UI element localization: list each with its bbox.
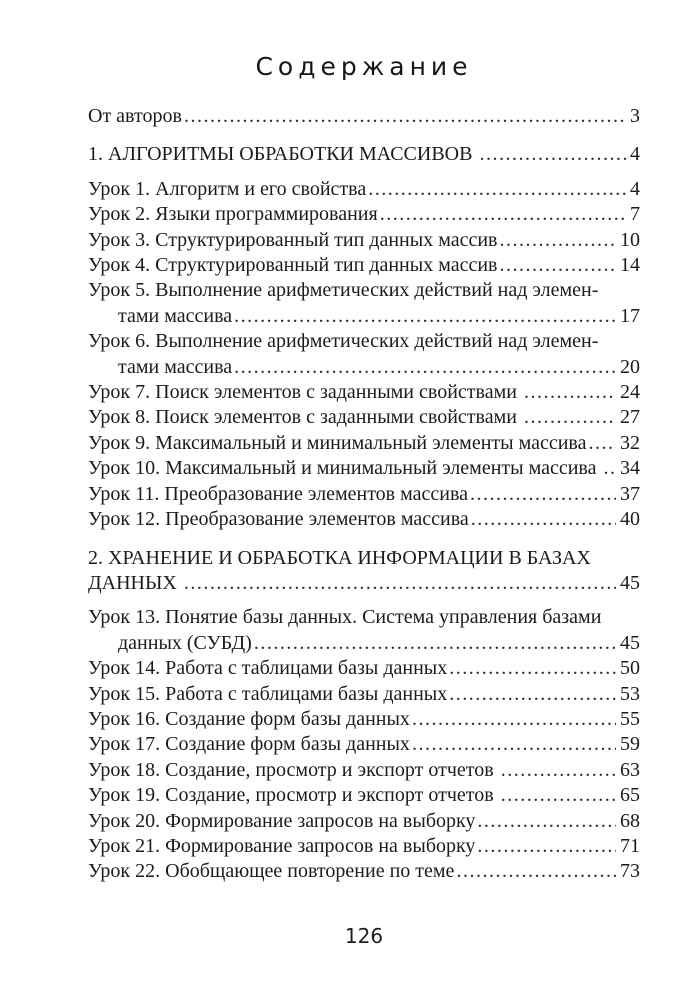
toc-page-number: 55: [620, 707, 640, 730]
toc-entry: [88, 834, 640, 859]
dot-leader: [368, 177, 626, 202]
toc-entry-line: [88, 482, 640, 507]
toc-entry-line: [88, 304, 640, 329]
toc-entry-line: [88, 732, 640, 757]
page-title: Содержание: [255, 52, 473, 81]
dot-leader: [184, 571, 616, 596]
toc-entry-text: Урок 17. Создание форм базы данных: [88, 733, 410, 756]
toc-entry-line: [88, 228, 640, 253]
toc-entry-text: Урок 11. Преобразование элементов массива: [88, 482, 469, 505]
toc-entry-text: Урок 9. Максимальный и минимальный элементы массива: [88, 431, 587, 454]
toc-entry: [88, 228, 640, 253]
toc-entry-line: [88, 631, 640, 656]
toc-page-number: 45: [620, 571, 640, 594]
toc-entry-line: [88, 707, 640, 732]
toc-page-number: 45: [620, 631, 640, 654]
toc-content: [88, 0, 640, 885]
toc-entry: [88, 278, 640, 329]
toc-entry-text: Урок 2. Языки программирования: [88, 203, 378, 226]
toc-entry: [88, 859, 640, 884]
dot-leader: [500, 253, 617, 278]
dot-leader: [254, 631, 616, 656]
dot-leader: [456, 859, 616, 884]
toc-entry-line: [88, 834, 640, 859]
toc-entry-text: Урок 16. Создание форм базы данных: [88, 707, 410, 730]
toc-page-number: 7: [630, 203, 640, 226]
toc-entry: [88, 682, 640, 707]
toc-entry-line: [88, 355, 640, 380]
toc-entry-text: Урок 15. Работа с таблицами базы данных: [88, 682, 448, 705]
toc-page-number: 59: [620, 733, 640, 756]
toc-list: [88, 104, 640, 885]
toc-entry-line: [88, 431, 640, 456]
dot-leader: [449, 656, 616, 681]
toc-entry: [88, 783, 640, 808]
toc-entry-text: Урок 21. Формирование запросов на выборку: [88, 834, 476, 857]
toc-entry-line: [88, 682, 640, 707]
toc-entry-line: Урок 13. Понятие базы данных. Система управления базами: [88, 606, 602, 629]
toc-entry: [88, 380, 640, 405]
toc-entry-line: [88, 571, 640, 596]
toc-entry-text: Урок 18. Создание, просмотр и экспорт отчетов: [88, 758, 499, 781]
toc-entry-text: Урок 4. Структурированный тип данных массив: [88, 254, 498, 277]
toc-page-number: 68: [620, 809, 640, 832]
toc-entry-text: тами массива: [118, 304, 233, 327]
toc-entry-line: [88, 177, 640, 202]
toc-entry-line: [88, 758, 640, 783]
toc-entry: [88, 104, 640, 129]
toc-page-number: 40: [620, 508, 640, 531]
toc-entry-text: Урок 19. Создание, просмотр и экспорт отчетов: [88, 784, 499, 807]
page-number-footer: 126: [344, 924, 384, 948]
dot-leader: [477, 834, 616, 859]
toc-page-number: 27: [620, 406, 640, 429]
toc-entry-line: [88, 142, 640, 167]
toc-entry-text: Урок 8. Поиск элементов с заданными свойствами: [88, 406, 522, 429]
dot-leader: [234, 355, 616, 380]
toc-entry-text: Урок 14. Работа с таблицами базы данных: [88, 657, 448, 680]
toc-entry-text: От авторов: [88, 105, 182, 127]
toc-page-number: 14: [620, 254, 640, 277]
toc-page-number: 63: [620, 758, 640, 781]
dot-leader: [524, 405, 616, 430]
toc-page-number: 71: [620, 834, 640, 857]
toc-entry-line: [88, 405, 640, 430]
toc-entry: [88, 707, 640, 732]
toc-entry-text: данных (СУБД): [118, 631, 252, 654]
toc-entry-line: Урок 5. Выполнение арифметических действий над элемен-: [88, 279, 599, 302]
toc-entry-text: 1. АЛГОРИТМЫ ОБРАБОТКИ МАССИВОВ: [88, 143, 478, 166]
toc-entry-text: Урок 12. Преобразование элементов массива: [88, 508, 469, 531]
dot-leader: [501, 758, 616, 783]
toc-page-number: 34: [620, 457, 640, 480]
toc-entry-line: Урок 6. Выполнение арифметических действий над элемен-: [88, 330, 599, 353]
toc-entry: [88, 253, 640, 278]
toc-entry: [88, 329, 640, 380]
toc-entry-text: ДАННЫХ: [88, 571, 182, 594]
toc-page-number: 53: [620, 682, 640, 705]
toc-entry-line: [88, 253, 640, 278]
dot-leader: [477, 809, 616, 834]
toc-page-number: 37: [620, 482, 640, 505]
toc-entry-line: [88, 104, 640, 129]
toc-page-number: 4: [630, 177, 640, 200]
toc-entry-line: [88, 859, 640, 884]
toc-entry: [88, 482, 640, 507]
toc-page-number: 10: [620, 228, 640, 251]
toc-page-number: 3: [630, 105, 640, 127]
toc-entry: [88, 809, 640, 834]
toc-entry: [88, 732, 640, 757]
dot-leader: [524, 380, 616, 405]
toc-section-entry: [88, 142, 640, 167]
toc-entry: [88, 456, 640, 481]
toc-entry-line: [88, 783, 640, 808]
dot-leader: [589, 431, 617, 456]
toc-entry-line: [88, 202, 640, 227]
toc-page-number: 20: [620, 355, 640, 378]
toc-section-entry: [88, 546, 640, 597]
toc-entry-text: Урок 10. Максимальный и минимальный элементы массива: [88, 457, 602, 480]
toc-entry-text: Урок 3. Структурированный тип данных массив: [88, 228, 498, 251]
toc-entry-text: Урок 7. Поиск элементов с заданными свойствами: [88, 381, 522, 404]
dot-leader: [500, 228, 617, 253]
toc-entry: [88, 656, 640, 681]
toc-page-number: 17: [620, 304, 640, 327]
toc-entry-line: [88, 507, 640, 532]
dot-leader: [449, 682, 616, 707]
toc-entry: [88, 507, 640, 532]
toc-entry-line: 2. ХРАНЕНИЕ И ОБРАБОТКА ИНФОРМАЦИИ В БАЗАХ: [88, 546, 591, 569]
toc-page-number: 50: [620, 657, 640, 680]
toc-page-number: 32: [620, 431, 640, 454]
dot-leader: [471, 507, 616, 532]
dot-leader: [470, 482, 616, 507]
toc-entry: [88, 431, 640, 456]
toc-entry-line: [88, 809, 640, 834]
dot-leader: [412, 707, 616, 732]
toc-entry: [88, 202, 640, 227]
toc-entry-text: Урок 1. Алгоритм и его свойства: [88, 177, 367, 200]
toc-page-number: 24: [620, 381, 640, 404]
toc-entry-line: [88, 456, 640, 481]
dot-leader: [412, 732, 616, 757]
dot-leader: [380, 202, 626, 227]
toc-entry-line: [88, 380, 640, 405]
dot-leader: [604, 456, 617, 481]
toc-page-number: 73: [620, 860, 640, 883]
dot-leader: [234, 304, 616, 329]
dot-leader: [479, 142, 626, 167]
toc-entry-text: Урок 22. Обобщающее повторение по теме: [88, 860, 455, 883]
toc-page-number: 65: [620, 784, 640, 807]
toc-entry: [88, 177, 640, 202]
toc-entry: [88, 605, 640, 656]
toc-entry-text: Урок 20. Формирование запросов на выборку: [88, 809, 476, 832]
toc-entry: [88, 758, 640, 783]
toc-entry-line: [88, 656, 640, 681]
dot-leader: [501, 783, 616, 808]
toc-page-number: 4: [630, 143, 640, 166]
toc-entry-text: тами массива: [118, 355, 233, 378]
dot-leader: [184, 104, 626, 129]
toc-entry: [88, 405, 640, 430]
